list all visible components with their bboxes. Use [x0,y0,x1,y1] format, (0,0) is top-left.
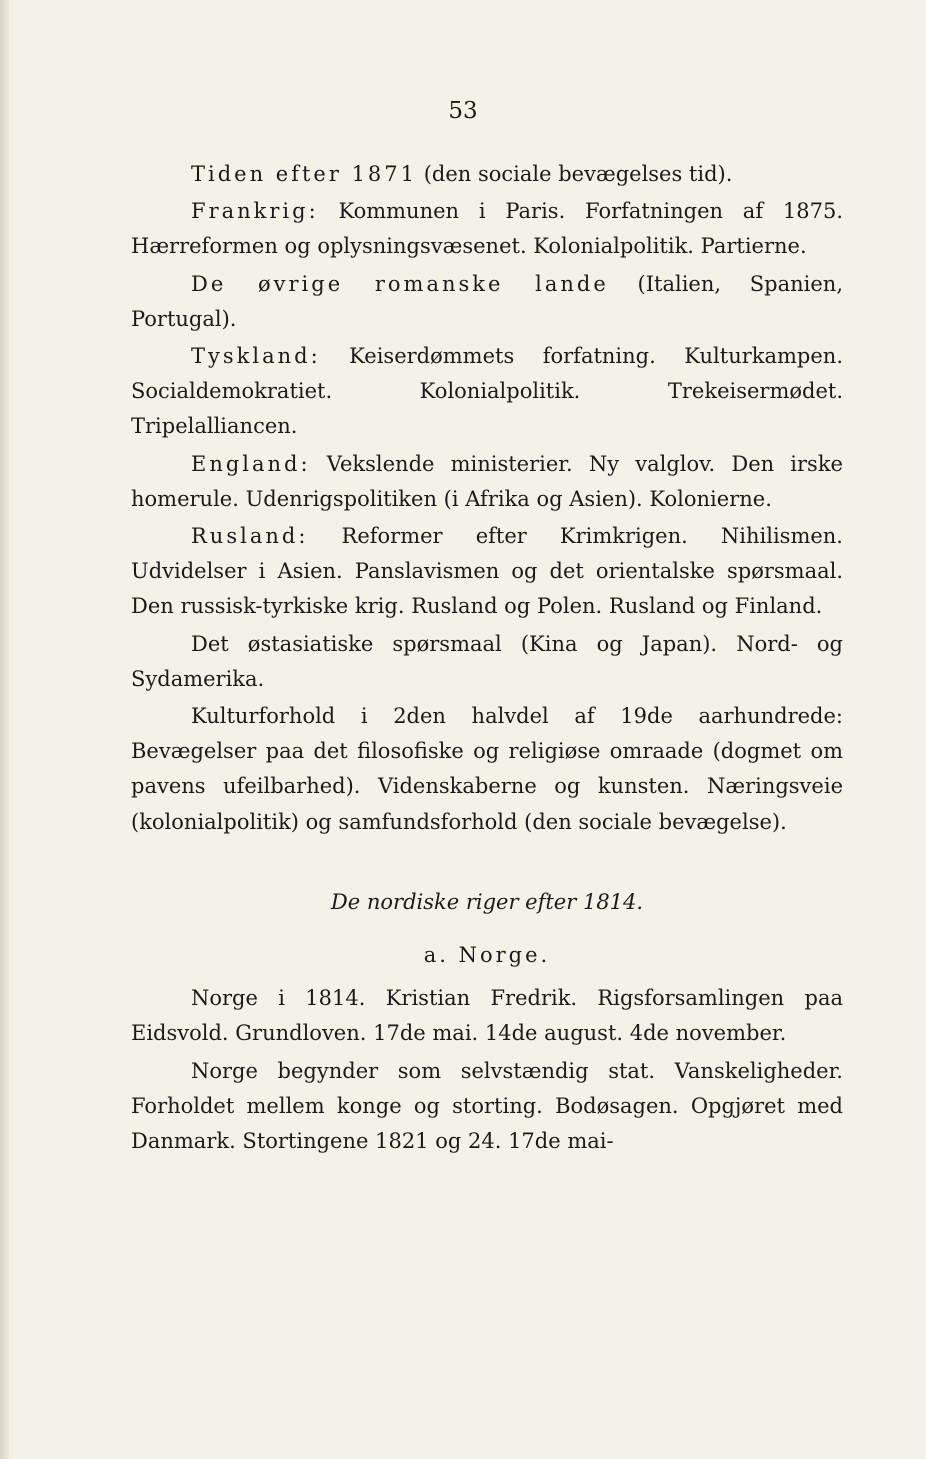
paragraph-text: Kulturforhold i 2den halvdel af 19de aarhundrede: Bevægelser paa det filosofiske og religiøse omraade (dogmet om pavens ufeilbarhed). Videnskaberne og kunsten. Næringsveie (kolonialpolitik) og samfundsforhold (den sociale bevægelse). [131,704,843,834]
paragraph-text: Reformer efter Krimkrigen. Nihilismen. Udvidelser i Asien. Panslavismen og det orientalske spørsmaal. Den russisk-tyrkiske krig. Rusland og Polen. Rusland og Finland. [131,524,843,619]
paragraph-text: Det østasiatiske spørsmaal (Kina og Japan). Nord- og Sydamerika. [131,631,843,691]
page-content [131,157,843,1159]
paragraph-text: Kommunen i Paris. Forfatningen af 1875. Hærreformen og oplysningsvæsenet. Kolonialpolitik. Partierne. [131,199,843,259]
paragraph-lead: Frankrig: [191,199,319,224]
paragraph-lead: Tyskland: [191,344,321,369]
paragraph-lead: England: [191,451,311,476]
paragraph-kulturforhold [131,699,843,840]
intro-rest: (den sociale bevægelses tid). [423,162,733,186]
paragraph-tyskland [131,339,843,445]
intro-lead: Tiden efter 1871 [191,162,418,186]
paragraph-lead: De øvrige romanske lande [191,271,609,296]
page-edge-shadow [0,0,9,1459]
section-subheading: a. Norge. [423,943,551,968]
paragraph-text: Norge i 1814. Kristian Fredrik. Rigsforsamlingen paa Eidsvold. Grundloven. 17de mai. 14de august. 4de november. [131,986,843,1046]
paragraph-text: Vekslende ministerier. Ny valglov. Den irske homerule. Udenrigspolitiken (i Afrika og Asien). Kolonierne. [131,451,843,511]
paragraph-frankrig [131,194,843,264]
paragraph-lead: Rusland: [191,524,309,549]
paragraph-text: (Italien, Spanien, Portugal). [131,271,843,331]
page-number: 53 [448,98,478,124]
section-heading: De nordiske riger efter 1814. [330,889,644,914]
paragraph-ostasiatiske [131,627,843,697]
paragraph-text: Norge begynder som selvstændig stat. Vanskeligheder. Forholdet mellem konge og storting. Bodøsagen. Opgjøret med Danmark. Stortingene 1821 og 24. 17de mai- [131,1058,843,1154]
intro-paragraph [131,157,843,192]
paragraph-rusland [131,519,843,625]
paragraph-text: Keiserdømmets forfatning. Kulturkampen. Socialdemokratiet. Kolonialpolitik. Trekeisermødet. Tripelalliancen. [131,344,843,439]
paragraph-norge-stat [131,1054,843,1160]
paragraph-england [131,447,843,517]
paragraph-norge-1814 [131,981,843,1051]
paragraph-romanske-lande [131,267,843,337]
